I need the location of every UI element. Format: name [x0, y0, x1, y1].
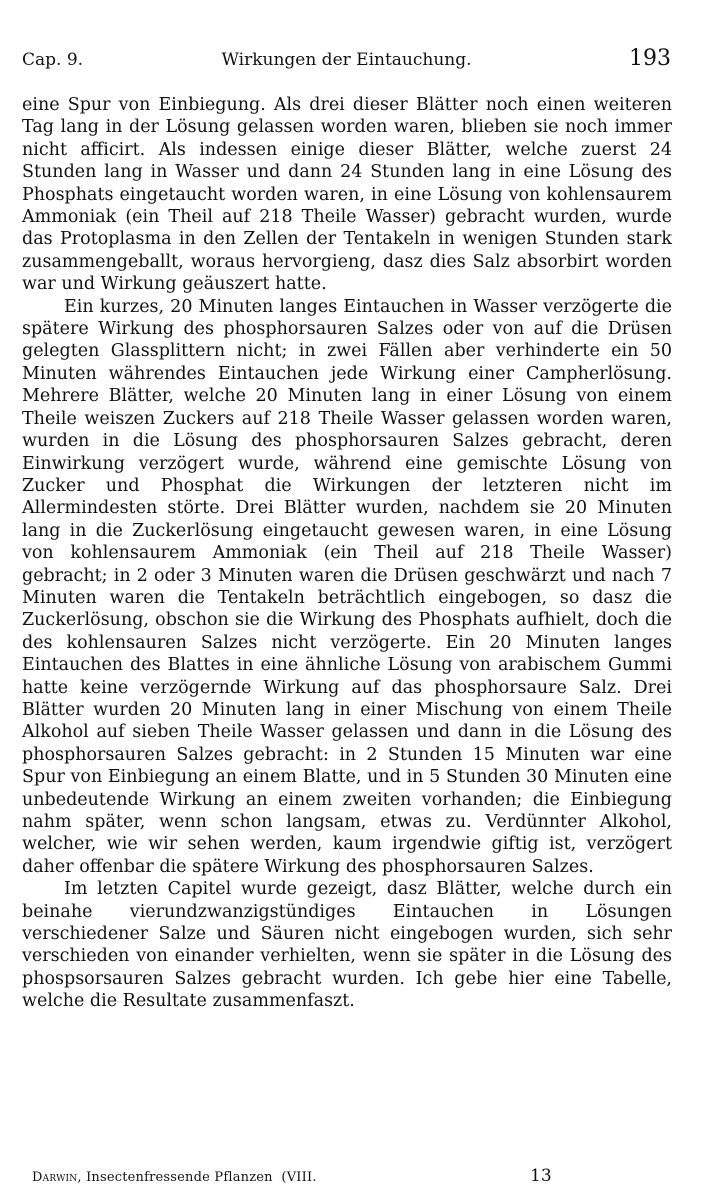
volume-marker: (VIII.: [281, 1170, 317, 1185]
running-header: [22, 46, 671, 76]
paragraph: Im letzten Capitel wurde gezeigt, dasz Blätter, welche durch ein beinahe vierundzwanzigstündiges Eintauchen in Lösungen verschiedener Salze und Säuren nicht eingebogen wurden, sich sehr verschieden von einander verhielten, wenn sie später in die Lösung des phospsorsauren Salzes gebracht wurden. Ich gebe hier eine Tabelle, welche die Resultate zusammenfaszt.: [22, 879, 672, 1012]
imprint-line: [32, 1170, 317, 1185]
signature-mark: 13: [530, 1166, 552, 1186]
author-name: Darwin,: [32, 1170, 82, 1185]
page-footer: [32, 1166, 671, 1190]
running-title: Wirkungen der Eintauchung.: [221, 50, 472, 70]
page-number: 193: [629, 46, 671, 71]
body-text: [22, 94, 672, 1013]
paragraph: Ein kurzes, 20 Minuten langes Eintauchen in Wasser verzögerte die spätere Wirkung des phosphorsauren Salzes oder von auf die Drüsen gelegten Glassplittern nicht; in zwei Fällen aber verhinderte ein 50 Minuten währendes Eintauchen jede Wirkung einer Campherlösung. Mehrere Blätter, welche 20 Minuten lang in einer Lösung von einem Theile weiszen Zuckers auf 218 Theile Wasser gelassen worden waren, wurden in die Lösung des phosphorsauren Salzes gebracht, deren Einwirkung verzögert wurde, während eine gemischte Lösung von Zucker und Phosphat die Wirkungen der letzteren nicht im Allermindesten störte. Drei Blätter wurden, nachdem sie 20 Minuten lang in die Zuckerlösung eingetaucht gewesen waren, in eine Lösung von kohlensaurem Ammoniak (ein Theil auf 218 Theile Wasser) gebracht; in 2 oder 3 Minuten waren die Drüsen geschwärzt und nach 7 Minuten waren die Tentakeln beträchtlich eingebogen, so dasz die Zuckerlösung, obschon sie die Wirkung des Phosphats aufhielt, doch die des kohlensauren Salzes nicht verzögerte. Ein 20 Minuten langes Eintauchen des Blattes in eine ähnliche Lösung von arabischem Gummi hatte keine verzögernde Wirkung auf das phosphorsaure Salz. Drei Blätter wurden 20 Minuten lang in einer Mischung von einem Theile Alkohol auf sieben Theile Wasser gelassen und dann in die Lösung des phosphorsauren Salzes gebracht: in 2 Stunden 15 Minuten war eine Spur von Einbiegung an einem Blatte, und in 5 Stunden 30 Minuten eine unbedeutende Wirkung an einem zweiten vorhanden; die Einbiegung nahm später, wenn schon langsam, etwas zu. Verdünnter Alkohol, welcher, wie wir sehen werden, kaum irgendwie giftig ist, verzögert daher offenbar die spätere Wirkung des phosphorsauren Salzes.: [22, 296, 672, 877]
paragraph: eine Spur von Einbiegung. Als drei dieser Blätter noch einen weiteren Tag lang in der Lösung gelassen worden waren, blieben sie noch immer nicht afficirt. Als indessen einige dieser Blätter, welche zuerst 24 Stunden lang in Wasser und dann 24 Stunden lang in eine Lösung des Phosphats eingetaucht worden waren, in eine Lösung von kohlensaurem Ammoniak (ein Theil auf 218 Theile Wasser) gebracht wurden, wurde das Protoplasma in den Zellen der Tentakeln in wenigen Stunden stark zusammengeballt, woraus hervorgieng, dasz dies Salz absorbirt worden war und Wirkung geäuszert hatte.: [22, 95, 672, 295]
book-title: Insectenfressende Pflanzen: [86, 1170, 273, 1185]
chapter-label: Cap. 9.: [22, 50, 84, 70]
